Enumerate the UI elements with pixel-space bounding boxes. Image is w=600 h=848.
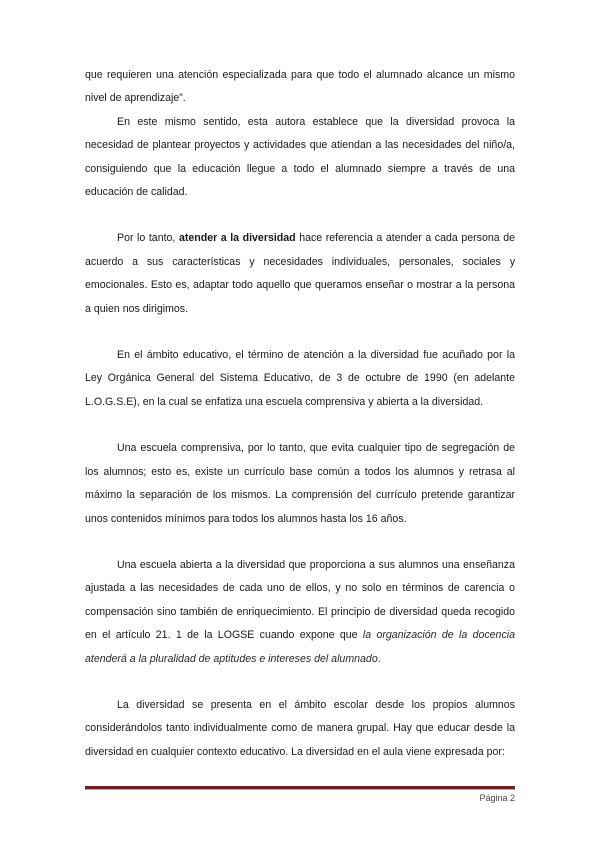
paragraph-logse: En el ámbito educativo, el término de atención a la diversidad fue acuñado por la Ley Orgánica General del Sistema Educativo, de 3 de octubre de 1990 (en adelante L.O.G.S.E), en la cual se enfatiza una escuela comprensiva y abierta a la diversidad.: [85, 349, 515, 408]
paragraph-atender-diversidad: Por lo tanto, atender a la diversidad hace referencia a atender a cada persona de acuerdo a sus características y necesidades individuales, personales, sociales y emocionales. Esto es, adaptar todo aquello que queramos enseñar o mostrar a la persona a quien nos dirigimos.: [85, 232, 515, 315]
body-text: [85, 64, 515, 764]
footer-divider: [85, 786, 515, 790]
bold-term: atender a la diversidad: [178, 232, 296, 245]
paragraph-diversidad-aula: La diversidad se presenta en el ámbito escolar desde los propios alumnos considerándolos tanto individualmente como de manera grupal. Hay que educar desde la diversidad en cualquier contexto educativo. La diversidad en el aula viene expresada por:: [85, 698, 515, 758]
italic-quote: la organización de la docencia atenderá a la pluralidad de aptitudes e intereses del alumnado: [85, 629, 515, 665]
page-number: Página 2: [479, 793, 515, 803]
paragraph-autora: En este mismo sentido, esta autora establece que la diversidad provoca la necesidad de plantear proyectos y actividades que atiendan a las necesidades del niño/a, consiguiendo que la educación llegue a todo el alumnado siempre a través de una educación de calidad.: [85, 115, 515, 199]
paragraph-continuation: que requieren una atención especializada para que todo el alumnado alcance un mismo nivel de aprendizaje”.: [85, 69, 515, 105]
paragraph-escuela-comprensiva: Una escuela comprensiva, por lo tanto, que evita cualquier tipo de segregación de los alumnos; esto es, existe un currículo base común a todos los alumnos y retrasa al máximo la separación de los mismos. La comprensión del currículo pretende garantizar unos contenidos mínimos para todos los alumnos hasta los 16 años.: [85, 442, 515, 525]
paragraph-escuela-abierta: Una escuela abierta a la diversidad que proporciona a sus alumnos una enseñanza ajustada a las necesidades de cada uno de ellos, y no solo en términos de carencia o compensación sino también de enriquecimiento. El principio de diversidad queda recogido en el artículo 21. 1 de la LOGSE cuando expone que la organización de la docencia atenderá a la pluralidad de aptitudes e intereses del alumnado.: [85, 558, 515, 665]
